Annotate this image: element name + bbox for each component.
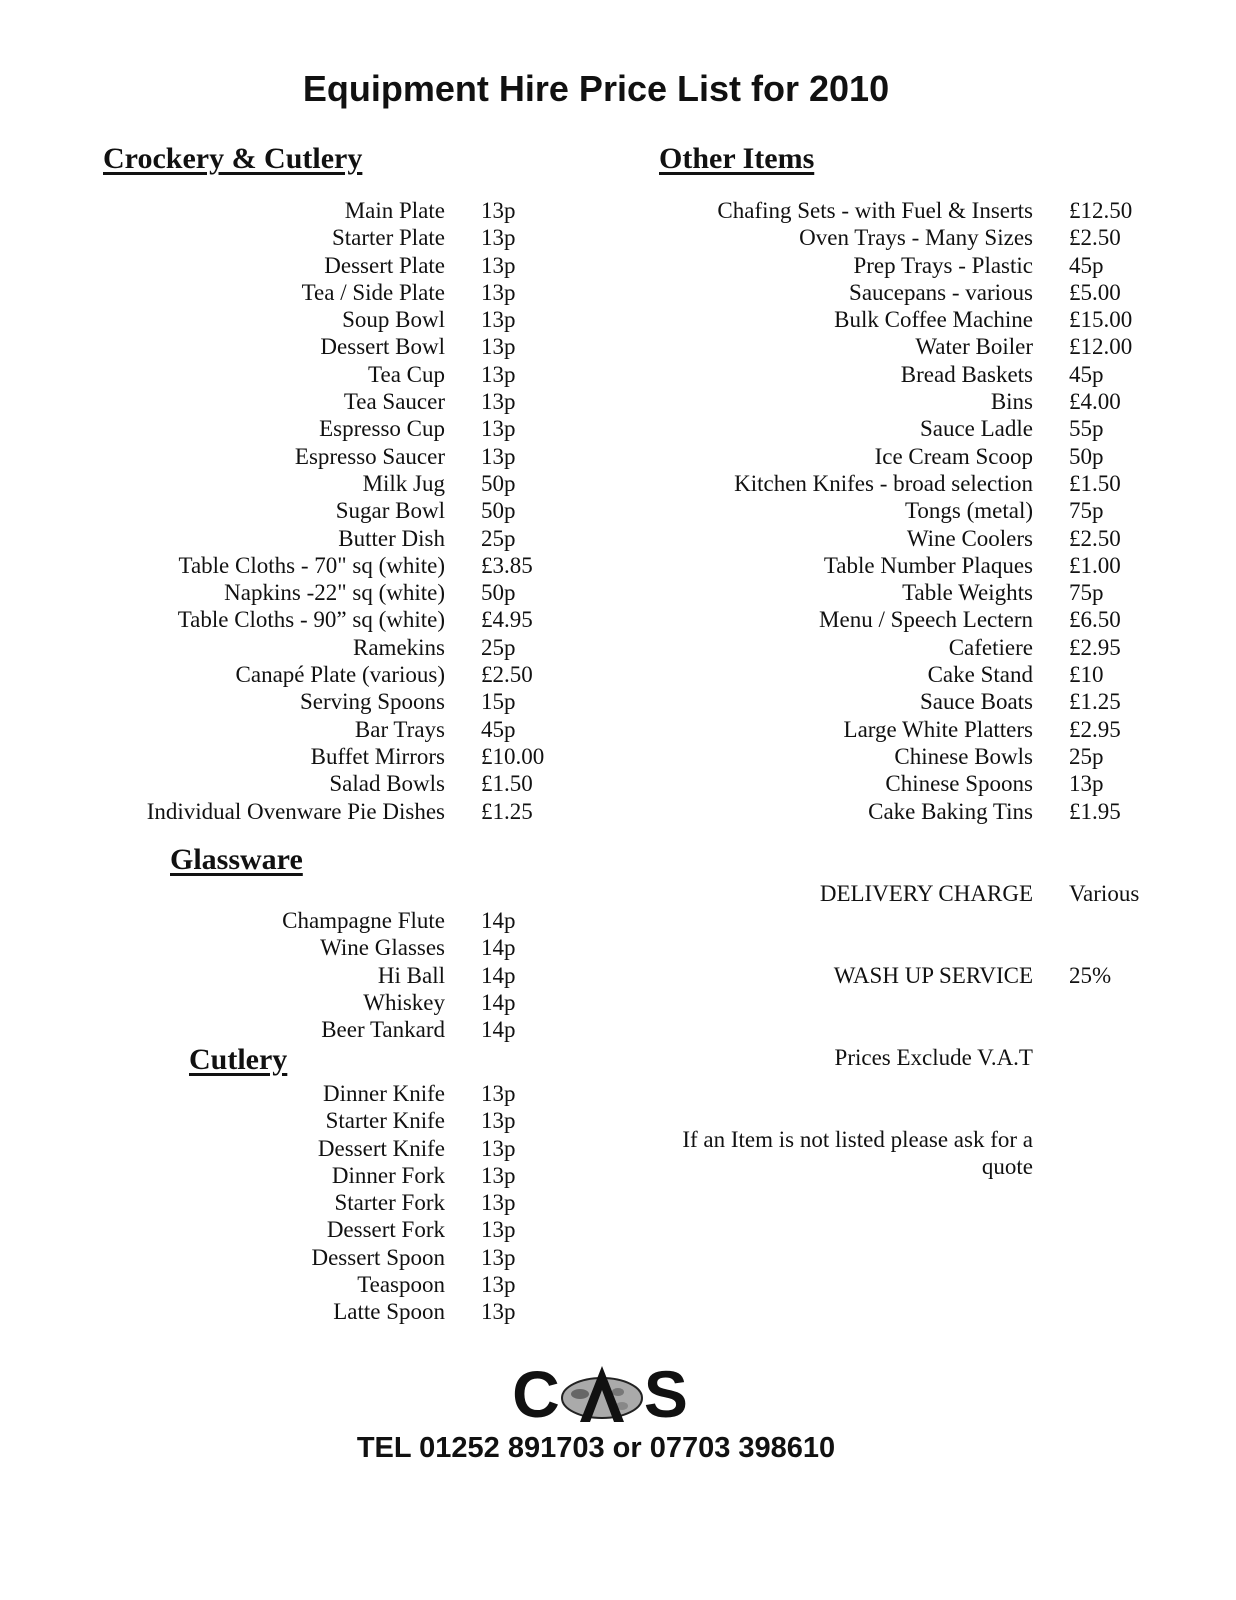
price-row — [100, 525, 544, 552]
item-name: Espresso Cup — [319, 416, 445, 442]
item-price: £10 — [1069, 662, 1104, 688]
price-row — [100, 197, 544, 224]
item-price: £6.50 — [1069, 607, 1121, 633]
item-price: 13p — [481, 1272, 516, 1298]
item-name: Dessert Knife — [317, 1135, 445, 1161]
item-name: Wine Glasses — [320, 935, 445, 961]
price-row — [600, 306, 1132, 333]
item-price: £1.95 — [1069, 798, 1121, 824]
other-items-heading: Other Items — [659, 142, 815, 175]
item-price: £12.50 — [1069, 198, 1133, 223]
item-name: Dinner Knife — [323, 1081, 445, 1106]
item-price: 45p — [1069, 252, 1104, 278]
item-price: £5.00 — [1069, 279, 1121, 305]
item-price: 14p — [481, 989, 516, 1015]
item-price: 13p — [481, 443, 516, 469]
item-name: Napkins -22" sq (white) — [224, 580, 445, 606]
item-price: 13p — [481, 334, 516, 360]
delivery-label: DELIVERY CHARGE — [819, 881, 1033, 906]
price-row — [100, 606, 544, 633]
price-row — [100, 361, 544, 388]
item-name: Milk Jug — [362, 470, 445, 496]
quote-note-line2: quote — [981, 1154, 1033, 1180]
item-name: Wine Coolers — [906, 525, 1033, 551]
washup-value: 25% — [1069, 963, 1112, 988]
price-row — [100, 579, 544, 606]
cutlery-list — [100, 1080, 516, 1326]
item-name: Dinner Fork — [331, 1162, 445, 1188]
item-name: Buffet Mirrors — [310, 743, 445, 769]
price-row — [100, 1080, 516, 1107]
price-row — [100, 661, 544, 688]
item-name: Chinese Bowls — [894, 743, 1033, 769]
item-price: 50p — [481, 470, 516, 496]
item-price: 13p — [481, 1244, 516, 1270]
item-price: £2.95 — [1069, 716, 1121, 742]
item-name: Dessert Plate — [324, 252, 445, 278]
quote-note-line1: If an Item is not listed please ask for a — [682, 1127, 1033, 1152]
price-row — [100, 1107, 516, 1134]
item-name: Bulk Coffee Machine — [834, 307, 1033, 333]
price-row — [100, 634, 544, 661]
price-row — [600, 388, 1132, 415]
price-row — [100, 497, 544, 524]
item-name: Main Plate — [344, 198, 445, 223]
price-row — [600, 252, 1132, 279]
price-row — [600, 333, 1132, 360]
item-price: 55p — [1069, 416, 1104, 442]
item-name: Tea Saucer — [343, 389, 445, 415]
item-name: Kitchen Knifes - broad selection — [734, 470, 1033, 496]
item-price: 13p — [481, 279, 516, 305]
item-price: 25p — [1069, 743, 1104, 769]
item-name: Beer Tankard — [321, 1017, 445, 1043]
price-row — [100, 252, 544, 279]
crockery-list — [100, 197, 544, 825]
item-price: 25p — [481, 634, 516, 660]
item-price: 13p — [481, 225, 516, 251]
price-row — [100, 688, 544, 715]
item-price: 14p — [481, 908, 516, 933]
quote-note — [600, 1126, 1033, 1181]
price-row — [100, 1016, 516, 1043]
price-row — [600, 415, 1132, 442]
price-row — [600, 552, 1132, 579]
item-price: 45p — [481, 716, 516, 742]
item-price: 13p — [481, 1135, 516, 1161]
item-price: £15.00 — [1069, 307, 1133, 333]
item-name: Cafetiere — [948, 634, 1033, 660]
price-row — [100, 1298, 516, 1325]
item-name: Ice Cream Scoop — [874, 443, 1033, 469]
other-items-list — [600, 197, 1132, 825]
item-price: 13p — [481, 1081, 516, 1106]
item-price: 14p — [481, 1017, 516, 1043]
item-price: 13p — [481, 1190, 516, 1216]
price-row — [600, 197, 1132, 224]
price-row — [600, 525, 1132, 552]
item-name: Bar Trays — [354, 716, 445, 742]
price-row — [600, 606, 1132, 633]
item-price: 13p — [481, 307, 516, 333]
item-name: Tea / Side Plate — [301, 279, 445, 305]
item-price: £1.00 — [1069, 552, 1121, 578]
price-row — [100, 934, 516, 961]
crockery-heading: Crockery & Cutlery — [103, 142, 363, 175]
item-price: 13p — [481, 1217, 516, 1243]
price-row — [600, 661, 1132, 688]
item-price: £12.00 — [1069, 334, 1133, 360]
item-price: 14p — [481, 935, 516, 961]
item-name: Table Cloths - 90” sq (white) — [177, 607, 445, 633]
price-row — [100, 798, 544, 825]
price-row — [600, 361, 1132, 388]
item-name: Individual Ovenware Pie Dishes — [146, 798, 445, 824]
item-name: Chinese Spoons — [885, 771, 1033, 797]
price-row — [100, 1271, 516, 1298]
item-price: £1.25 — [1069, 689, 1121, 715]
price-row — [100, 1216, 516, 1243]
item-name: Champagne Flute — [282, 908, 445, 933]
item-price: 15p — [481, 689, 516, 715]
item-price: 13p — [481, 416, 516, 442]
item-price: 13p — [481, 389, 516, 415]
delivery-value: Various — [1069, 881, 1140, 906]
item-name: Espresso Saucer — [294, 443, 445, 469]
price-row — [100, 388, 544, 415]
price-row — [600, 443, 1132, 470]
item-price: £2.50 — [1069, 525, 1121, 551]
item-name: Dessert Fork — [326, 1217, 445, 1243]
item-price: 75p — [1069, 580, 1104, 606]
price-row — [100, 962, 516, 989]
telephone: TEL 01252 891703 or 07703 398610 — [356, 1432, 836, 1464]
item-name: Saucepans - various — [849, 279, 1033, 305]
item-price: 50p — [481, 580, 516, 606]
item-name: Bread Baskets — [900, 361, 1033, 387]
washup-row — [600, 962, 1111, 989]
price-row — [100, 770, 544, 797]
item-price: £1.25 — [481, 798, 533, 824]
item-price: 45p — [1069, 361, 1104, 387]
price-row — [100, 1189, 516, 1216]
price-row — [100, 279, 544, 306]
item-name: Cake Baking Tins — [868, 798, 1033, 824]
item-name: Water Boiler — [915, 334, 1033, 360]
price-row — [600, 688, 1132, 715]
cas-logo — [500, 1357, 700, 1431]
item-name: Bins — [990, 389, 1033, 415]
item-name: Sugar Bowl — [335, 498, 445, 524]
delivery-row — [600, 880, 1139, 907]
item-name: Starter Fork — [334, 1190, 445, 1216]
item-price: 13p — [481, 1108, 516, 1134]
item-name: Dessert Spoon — [311, 1244, 445, 1270]
item-name: Table Cloths - 70" sq (white) — [178, 552, 445, 578]
item-name: Chafing Sets - with Fuel & Inserts — [717, 198, 1033, 223]
item-name: Teaspoon — [357, 1272, 445, 1298]
cutlery-heading: Cutlery — [189, 1043, 288, 1076]
item-price: 13p — [481, 1299, 516, 1325]
item-price: 50p — [481, 498, 516, 524]
item-name: Sauce Boats — [919, 689, 1033, 715]
item-price: 13p — [481, 252, 516, 278]
price-row — [600, 743, 1132, 770]
item-price: 14p — [481, 962, 516, 988]
logo-letter-c: C — [512, 1357, 560, 1431]
item-name: Serving Spoons — [299, 689, 445, 715]
price-row — [600, 634, 1132, 661]
item-price: £2.95 — [1069, 634, 1121, 660]
price-row — [100, 743, 544, 770]
vat-note: Prices Exclude V.A.T — [834, 1045, 1033, 1070]
item-name: Starter Plate — [331, 225, 445, 251]
price-row — [100, 333, 544, 360]
price-row — [100, 224, 544, 251]
item-name: Hi Ball — [377, 962, 445, 988]
item-price: 13p — [1069, 771, 1104, 797]
item-price: 50p — [1069, 443, 1104, 469]
item-name: Ramekins — [353, 634, 445, 660]
item-name: Cake Stand — [927, 662, 1033, 688]
price-row — [100, 1244, 516, 1271]
price-row — [100, 989, 516, 1016]
item-price: £4.95 — [481, 607, 533, 633]
item-name: Table Number Plaques — [823, 552, 1033, 578]
item-price: 75p — [1069, 498, 1104, 524]
price-row — [600, 770, 1132, 797]
item-price: 25p — [481, 525, 516, 551]
glassware-heading: Glassware — [170, 843, 303, 876]
item-price: 13p — [481, 198, 516, 223]
item-price: £2.50 — [1069, 225, 1121, 251]
item-name: Oven Trays - Many Sizes — [799, 225, 1033, 251]
item-name: Soup Bowl — [342, 307, 445, 333]
item-price: 13p — [481, 361, 516, 387]
item-name: Whiskey — [363, 989, 445, 1015]
item-name: Tongs (metal) — [904, 498, 1033, 524]
price-row — [600, 279, 1132, 306]
price-row — [100, 415, 544, 442]
item-name: Butter Dish — [338, 525, 445, 551]
item-price: £3.85 — [481, 552, 533, 578]
item-price: 13p — [481, 1162, 516, 1188]
price-row — [100, 1135, 516, 1162]
item-name: Table Weights — [902, 580, 1033, 606]
price-row — [100, 907, 516, 934]
glassware-list — [100, 907, 516, 1043]
item-price: £2.50 — [481, 662, 533, 688]
item-price: £1.50 — [481, 771, 533, 797]
item-price: £4.00 — [1069, 389, 1121, 415]
item-name: Dessert Bowl — [320, 334, 445, 360]
price-row — [600, 579, 1132, 606]
price-row — [100, 716, 544, 743]
price-row — [100, 1162, 516, 1189]
item-name: Latte Spoon — [333, 1299, 445, 1325]
item-name: Canapé Plate (various) — [235, 662, 445, 688]
price-row — [600, 716, 1132, 743]
item-name: Salad Bowls — [329, 771, 445, 797]
price-row — [100, 443, 544, 470]
item-name: Large White Platters — [843, 716, 1033, 742]
price-row — [600, 224, 1132, 251]
palette-icon — [560, 1362, 644, 1426]
price-row — [100, 306, 544, 333]
price-row — [100, 552, 544, 579]
logo-letter-s: S — [643, 1357, 688, 1431]
page-title: Equipment Hire Price List for 2010 — [302, 68, 890, 109]
item-name: Sauce Ladle — [919, 416, 1033, 442]
item-price: £10.00 — [481, 743, 545, 769]
washup-label: WASH UP SERVICE — [833, 963, 1033, 988]
price-row — [600, 798, 1132, 825]
item-name: Menu / Speech Lectern — [819, 607, 1033, 633]
item-name: Tea Cup — [368, 361, 445, 387]
item-name: Starter Knife — [325, 1108, 445, 1134]
price-row — [600, 470, 1132, 497]
item-price: £1.50 — [1069, 470, 1121, 496]
item-name: Prep Trays - Plastic — [853, 252, 1033, 278]
price-row — [100, 470, 544, 497]
price-row — [600, 497, 1132, 524]
